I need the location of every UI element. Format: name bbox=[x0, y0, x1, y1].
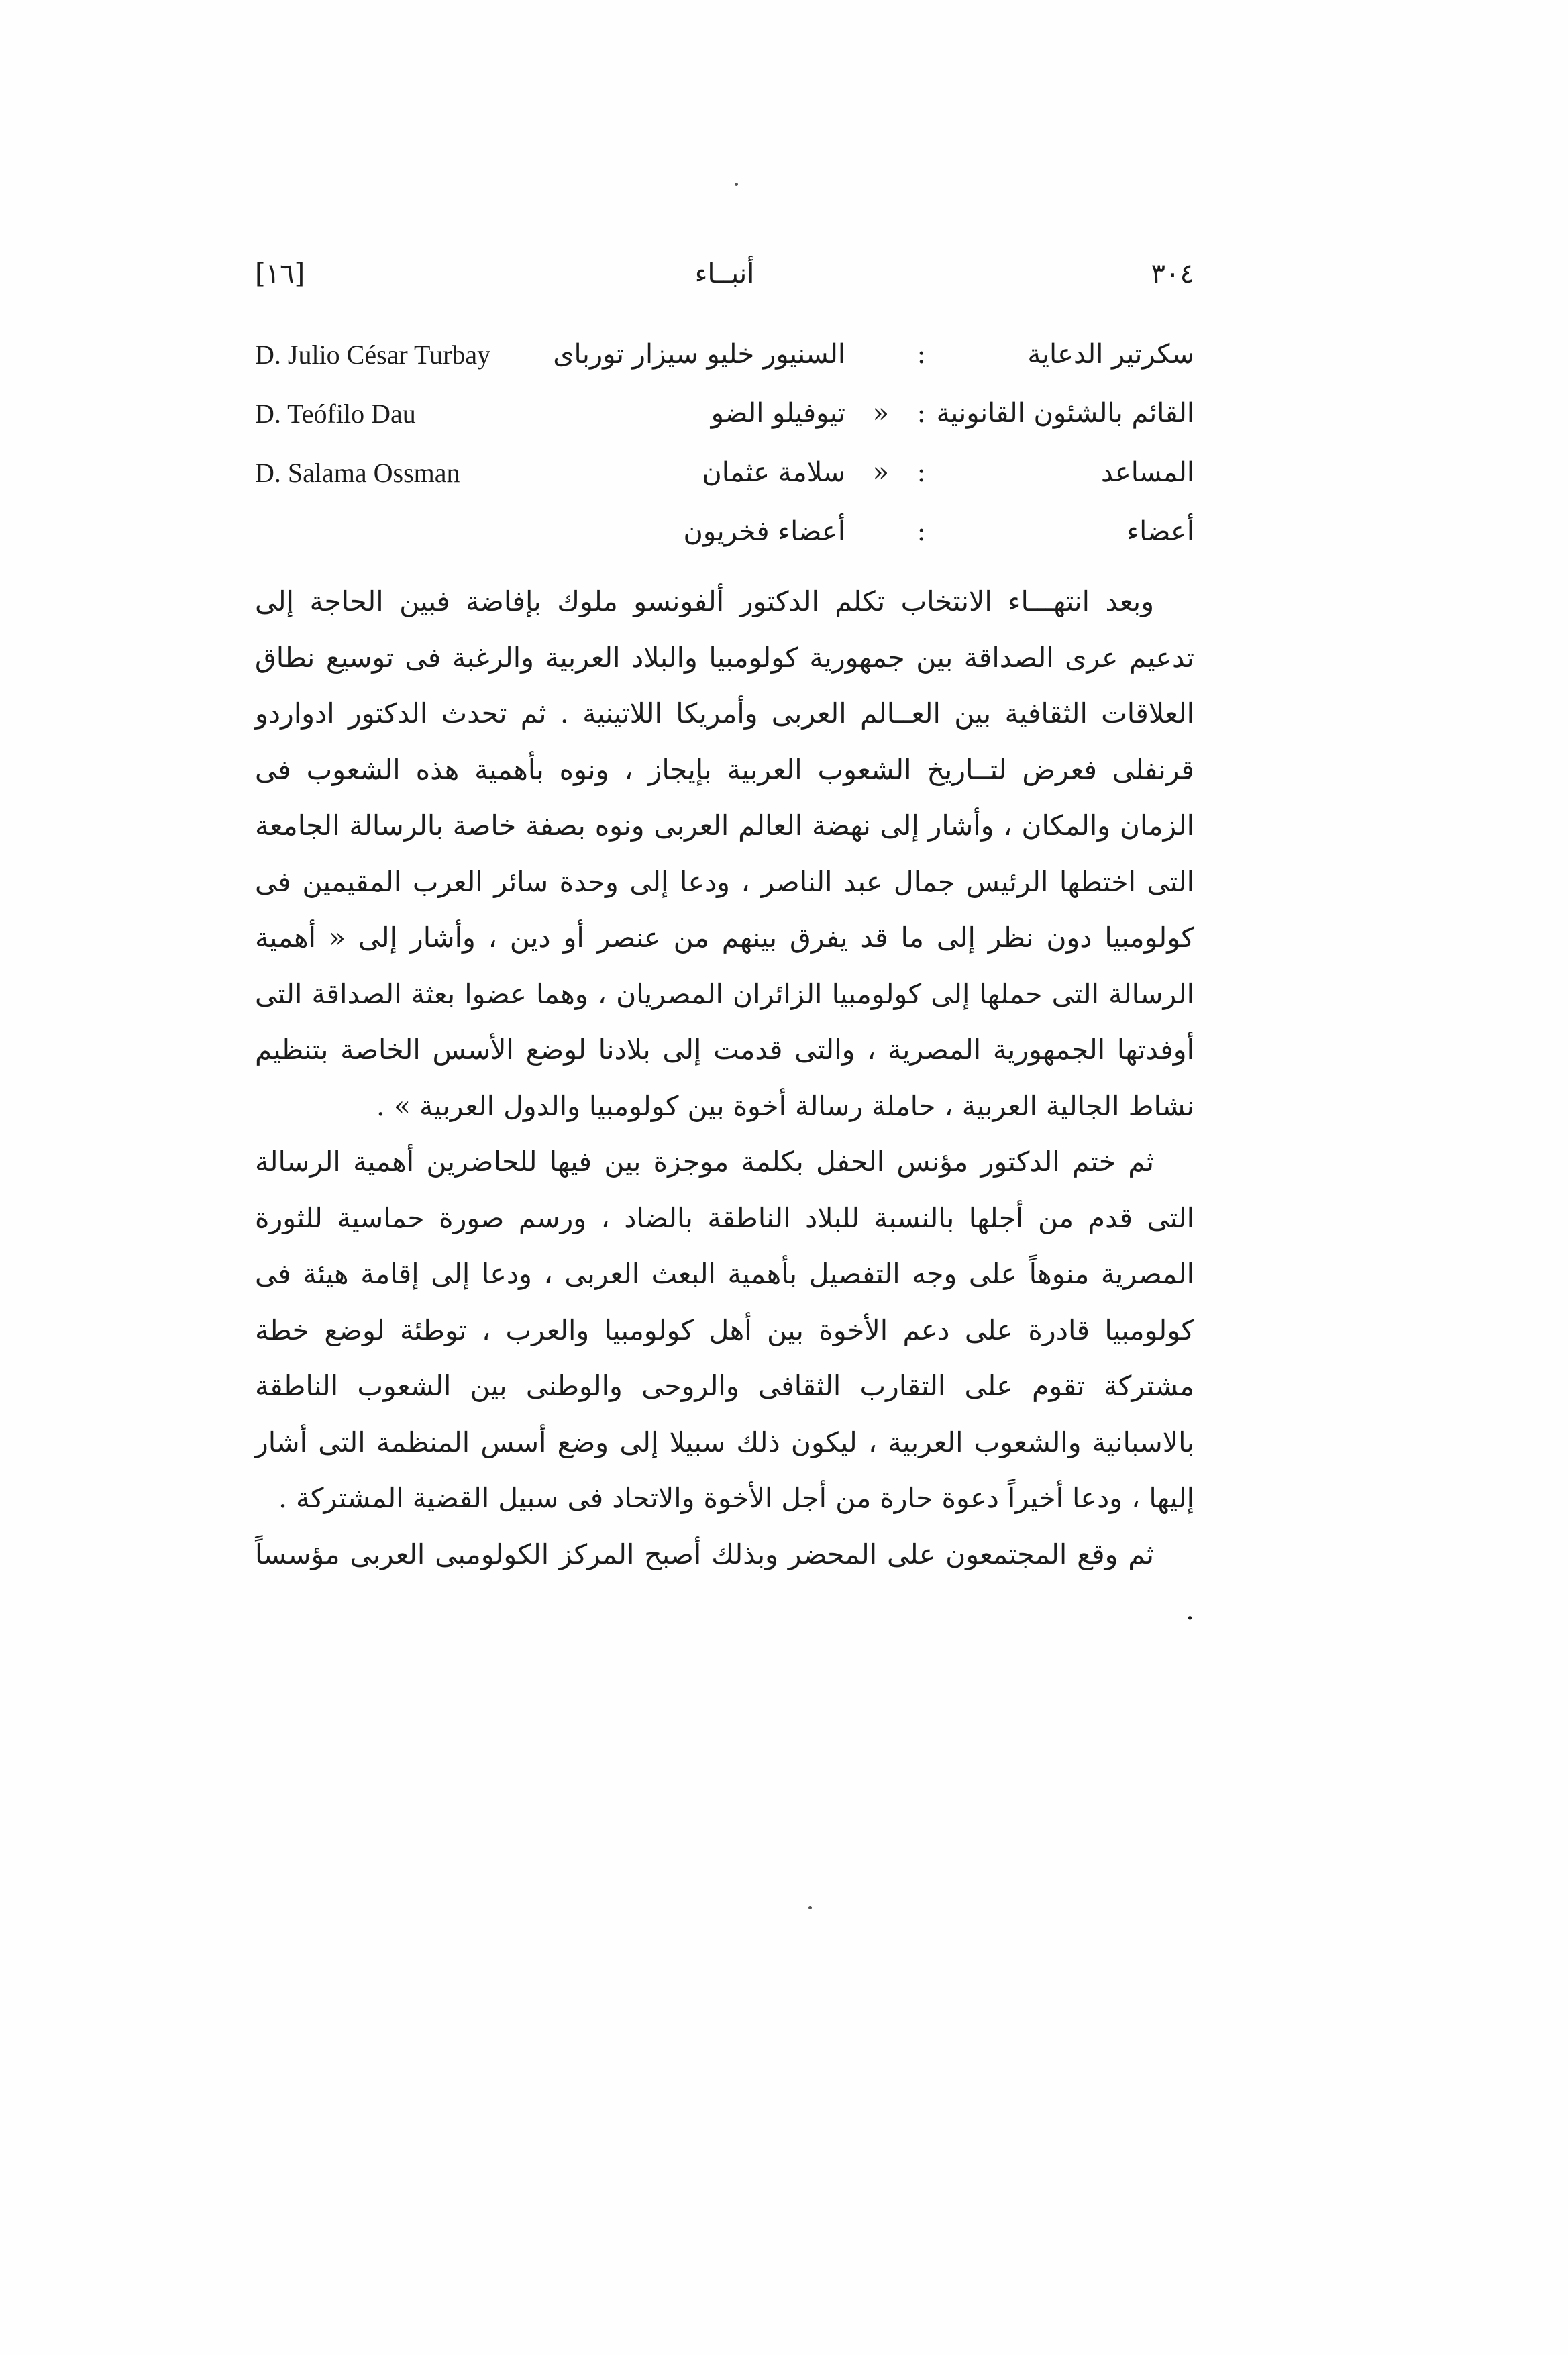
ditto-mark: » bbox=[872, 457, 889, 488]
officer-role: المساعد bbox=[1100, 457, 1194, 488]
scan-speck bbox=[808, 1906, 812, 1909]
officer-name-latin: D. Salama Ossman bbox=[255, 458, 460, 488]
officer-name-arabic: أعضاء فخريون bbox=[683, 516, 845, 547]
officer-row-legal bbox=[255, 398, 1194, 457]
officer-role: سكرتير الدعاية bbox=[1027, 339, 1194, 370]
officer-name-latin: D. Teófilo Dau bbox=[255, 399, 416, 429]
page-number: ٣٠٤ bbox=[1151, 258, 1194, 289]
page-header bbox=[255, 258, 1194, 312]
paragraph: ثم وقع المجتمعون على المحضر وبذلك أصبح المركز الكولومبى العربى مؤسساً . bbox=[255, 1538, 1194, 1626]
officer-name-arabic: سلامة عثمان bbox=[702, 457, 845, 488]
officer-colon: : bbox=[917, 339, 926, 370]
officer-name-latin: D. Julio César Turbay bbox=[255, 340, 491, 370]
issue-number: [١٦] bbox=[255, 258, 305, 289]
article-body bbox=[255, 574, 1194, 1639]
ditto-mark: » bbox=[872, 398, 889, 429]
officer-role: القائم بالشئون القانونية bbox=[936, 398, 1194, 429]
officer-colon: : bbox=[917, 516, 926, 547]
officer-name-arabic: تيوفيلو الضو bbox=[711, 398, 845, 429]
officer-colon: : bbox=[917, 457, 926, 488]
running-title: أنبــاء bbox=[694, 258, 755, 289]
officers-list bbox=[255, 339, 1194, 575]
paragraph: ثم ختم الدكتور مؤنس الحفل بكلمة موجزة بين فيها للحاضرين أهمية الرسالة التى قدم من أجلها بالنسبة للبلاد الناطقة بالضاد ، ورسم صورة حماسية للثورة المصرية منوهاً على وجه التفصيل بأهمية البعث العربى ، ودعا إلى إقامة هيئة فى كولومبيا قادرة على دعم الأخوة بين أهل كولومبيا والعرب ، توطئة لوضع خطة مشتركة تقوم على التقارب الثقافى والروحى والوطنى بين الشعوب الناطقة بالاسبانية والشعوب العربية ، ليكون ذلك سبيلا إلى وضع أسس المنظمة التى أشار إليها ، ودعا أخيراً دعوة حارة من أجل الأخوة والاتحاد فى سبيل القضية المشتركة . bbox=[255, 1146, 1194, 1514]
scan-speck bbox=[735, 183, 738, 186]
officer-colon: : bbox=[917, 398, 926, 429]
paragraph: وبعد انتهـــاء الانتخاب تكلم الدكتور ألفونسو ملوك بإفاضة فبين الحاجة إلى تدعيم عرى الصداقة بين جمهورية كولومبيا والبلاد العربية والرغبة فى توسيع نطاق العلاقات الثقافية بين العــالم العربى وأمريكا اللاتينية . ثم تحدث الدكتور ادواردو قرنفلى فعرض لتــاريخ الشعوب العربية بإيجاز ، ونوه بأهمية هذه الشعوب فى الزمان والمكان ، وأشار إلى نهضة العالم العربى ونوه بصفة خاصة بالرسالة الجامعة التى اختطها الرئيس جمال عبد الناصر ، ودعا إلى وحدة سائر العرب المقيمين فى كولومبيا دون نظر إلى ما قد يفرق بينهم من عنصر أو دين ، وأشار إلى « أهمية الرسالة التى حملها إلى كولومبيا الزائران المصريان ، وهما عضوا بعثة الصداقة التى أوفدتها الجمهورية المصرية ، والتى قدمت إلى بلادنا لوضع الأسس الخاصة بتنظيم نشاط الجالية العربية ، حاملة رسالة أخوة بين كولومبيا والدول العربية » . bbox=[255, 585, 1194, 1122]
officer-role: أعضاء bbox=[1127, 516, 1194, 547]
officer-row-assistant bbox=[255, 457, 1194, 516]
officer-name-arabic: السنيور خليو سيزار توربای bbox=[553, 339, 845, 370]
officer-row-members bbox=[255, 516, 1194, 575]
officer-row-propaganda bbox=[255, 339, 1194, 398]
